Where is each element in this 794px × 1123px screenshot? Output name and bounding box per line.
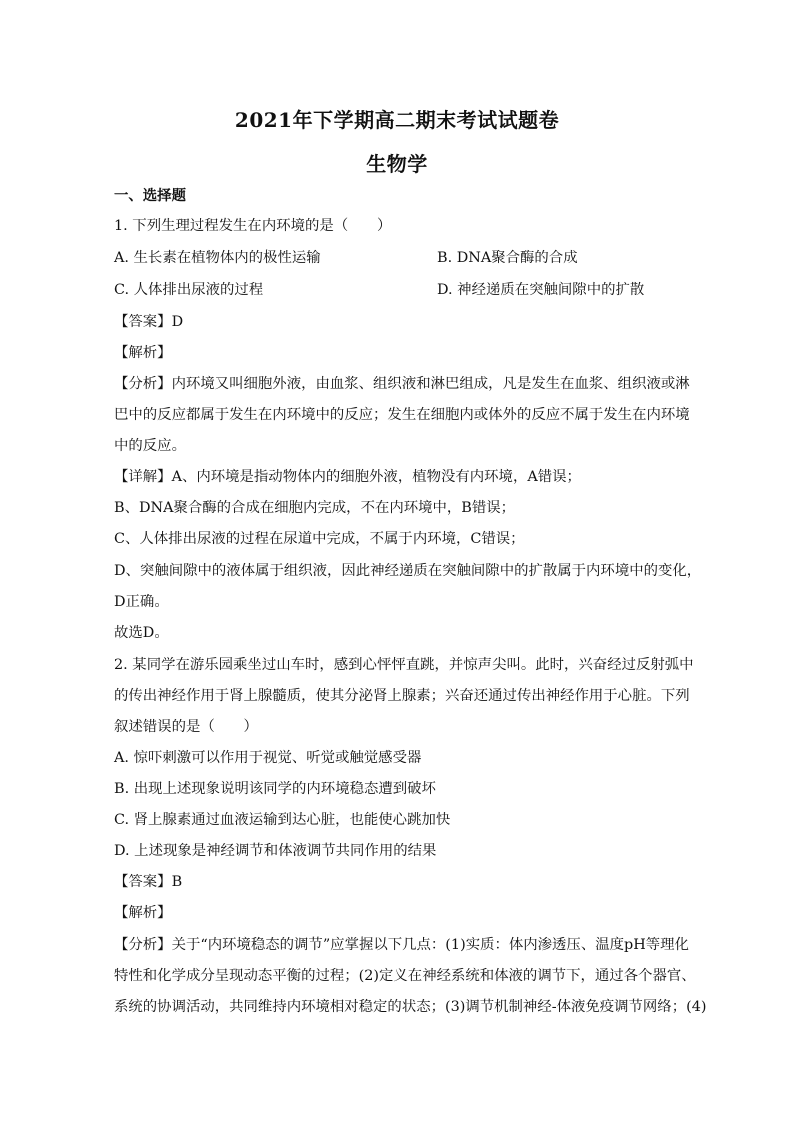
- q2-analysis-line-2: 特性和化学成分呈现动态平衡的过程；(2)定义在神经系统和体液的调节下，通过各个器官、: [114, 968, 696, 984]
- q1-detail-line-1: 【详解】A、内环境是指动物体内的细胞外液，植物没有内环境，A错误；: [114, 469, 581, 485]
- q1-analysis-label: 【解析】: [114, 345, 172, 361]
- q2-stem-line-3: 叙述错误的是（ ）: [114, 719, 258, 735]
- q1-conclusion: 故选D。: [114, 625, 169, 641]
- q2-option-b: B. 出现上述现象说明该同学的内环境稳态遭到破坏: [114, 781, 436, 797]
- q1-stem: 1. 下列生理过程发生在内环境的是（ ）: [114, 218, 392, 234]
- q1-option-a: A. 生长素在植物体内的极性运输: [114, 250, 321, 266]
- q2-option-c: C. 肾上腺素通过血液运输到达心脏，也能使心跳加快: [114, 812, 451, 828]
- q1-analysis-line-2: 巴中的反应都属于发生在内环境中的反应；发生在细胞内或体外的反应不属于发生在内环境: [114, 407, 690, 423]
- exam-subject: 生物学: [366, 152, 428, 176]
- q2-stem-line-2: 的传出神经作用于肾上腺髓质，使其分泌肾上腺素；兴奋还通过传出神经作用于心脏。下列: [114, 688, 690, 704]
- q1-detail-line-4: D、突触间隙中的液体属于组织液，因此神经递质在突触间隙中的扩散属于内环境中的变化，: [114, 563, 702, 579]
- q2-analysis-line-3: 系统的协调活动，共同维持内环境相对稳定的状态；(3)调节机制神经-体液免疫调节网络；(4): [114, 999, 707, 1015]
- q2-stem-line-1: 2. 某同学在游乐园乘坐过山车时，感到心怦怦直跳，并惊声尖叫。此时，兴奋经过反射弧中: [114, 657, 694, 673]
- q1-answer: 【答案】D: [114, 314, 184, 330]
- q2-option-d: D. 上述现象是神经调节和体液调节共同作用的结果: [114, 843, 437, 859]
- q2-analysis-line-1: 【分析】关于“内环境稳态的调节”应掌握以下几点：(1)实质：体内渗透压、温度pH等理化: [114, 937, 689, 953]
- q1-analysis-line-1: 【分析】内环境又叫细胞外液，由血浆、组织液和淋巴组成，凡是发生在血浆、组织液或淋: [114, 376, 690, 392]
- q1-detail-line-3: C、人体排出尿液的过程在尿道中完成，不属于内环境，C错误；: [114, 531, 525, 547]
- q1-option-b: B. DNA聚合酶的合成: [437, 250, 578, 266]
- q1-analysis-line-3: 中的反应。: [114, 438, 186, 454]
- q2-option-a: A. 惊吓刺激可以作用于视觉、听觉或触觉感受器: [114, 750, 422, 766]
- q1-detail-line-2: B、DNA聚合酶的合成在细胞内完成，不在内环境中，B错误；: [114, 500, 516, 516]
- exam-title: 2021年下学期高二期末考试试题卷: [234, 108, 560, 132]
- q2-answer: 【答案】B: [114, 874, 183, 890]
- q1-detail-line-5: D正确。: [114, 594, 169, 610]
- q1-option-d: D. 神经递质在突触间隙中的扩散: [437, 282, 645, 298]
- q1-option-c: C. 人体排出尿液的过程: [114, 282, 264, 298]
- q2-analysis-label: 【解析】: [114, 905, 172, 921]
- section-heading: 一、选择题: [114, 187, 186, 204]
